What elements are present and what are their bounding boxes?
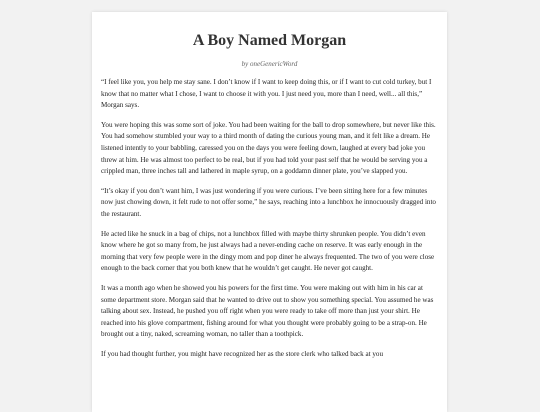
story-paragraph: It was a month ago when he showed you his powers for the first time. You were making out with him in his car at some department store. Morgan said that he wanted to drive out to show you something special. You assumed he was talking about sex. Instead, he pushed you off right when you were ready to take off more than just your shirt. He reached into his glove compartment, fishing around for what you thought were probably going to be a strap-on. He brought out a tiny, naked, screaming woman, no taller than a toothpick. bbox=[101, 283, 434, 339]
story-paragraph: “I feel like you, you help me stay sane. I don’t know if I want to keep doing this, or if I want to cut cold turkey, but I know that no matter what I chose, I want to choose it with you. I just need you, more than I need, well... all this,” Morgan says. bbox=[101, 78, 432, 110]
author-byline: by oneGenericWord bbox=[241, 60, 298, 68]
story-page bbox=[92, 12, 447, 412]
story-paragraph: If you had thought further, you might have recognized her as the store clerk who talked back at you bbox=[101, 349, 383, 358]
story-paragraph: He acted like he snuck in a bag of chips, not a lunchbox filled with maybe thirty shrunken people. You didn’t even know where he got so many from, he just always had a never-ending cache on reserve. It was early enough in the morning that very few people were in the dingy mom and pop diner he always frequented. The two of you were close enough to the back corner that you both knew that he wouldn’t get caught. He never got caught. bbox=[101, 229, 435, 273]
story-paragraph: You were hoping this was some sort of joke. You had been waiting for the ball to drop somewhere, but never like this. You had somehow stumbled your way to a third month of dating the curious young man, and it felt like a dream. He listened intently to your babbling, caressed you on the days you were feeling down, laughed at every bad joke you threw at him. He was almost too perfect to be real, but if you had told your past self that he would be serving you a crippled man, three inches tall and lathered in maple syrup, on a goddamn dinner plate, you’ve slapped you. bbox=[101, 120, 436, 176]
story-title: A Boy Named Morgan bbox=[192, 32, 347, 49]
story-paragraph: “It’s okay if you don’t want him, I was just wondering if you were curious. I’ve been sitting here for a few minutes now just chowing down, it felt rude to not offer some,” he says, reaching into a lunchbox he innocuously dragged into the restaurant. bbox=[101, 186, 436, 218]
story-body bbox=[101, 77, 438, 360]
